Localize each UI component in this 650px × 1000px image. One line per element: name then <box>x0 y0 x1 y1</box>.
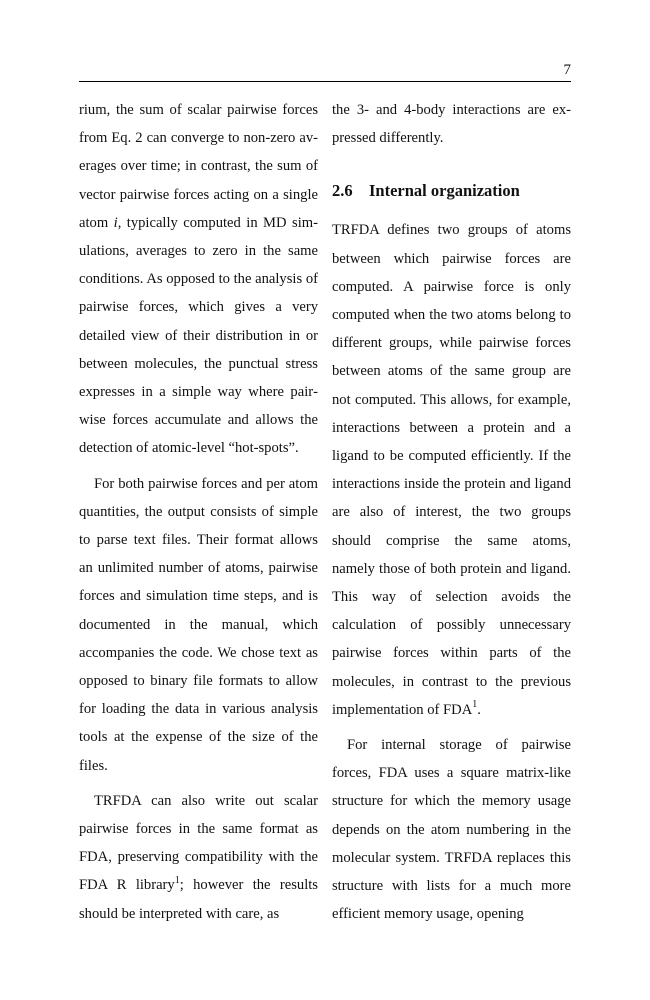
paragraph <box>79 96 318 463</box>
paragraph-text: . <box>477 701 481 718</box>
section-title: Internal organization <box>369 181 520 201</box>
paragraph: the 3- and 4-body interactions are expressed differently. <box>332 102 571 147</box>
header-rule <box>79 81 571 82</box>
paragraph-text: TRFDA defines two groups of atoms between which pairwise forces are computed. A pairwise force is only computed when the two atoms belong to different groups, while pairwise forces between atoms of the same group are not computed. This allows, for example, interactions between a protein and a ligand to be computed efficiently. If the interactions inside the protein and ligand are also of interest, the two groups should comprise the same atoms, namely those of both protein and ligand. This way of selection avoids the calculation of possibly unnecessary pairwise forces within parts of the molecules, in contrast to the previous implementation of FDA <box>332 222 571 718</box>
citation-reference: 1 <box>472 699 478 710</box>
right-column <box>332 96 571 928</box>
paragraph: For both pairwise forces and per atom quantities, the output consists of simple to parse text files. Their format allows an unlimited number of atoms, pairwise forces and simulation time steps, and is documented in the manual, which accompanies the code. We chose text as opposed to binary file formats to allow for loading the data in various analysis tools at the expense of the size of the files. <box>79 475 318 774</box>
section-heading <box>332 178 571 204</box>
italic-variable: i <box>113 214 118 231</box>
section-number: 2.6 <box>332 181 353 201</box>
paragraph-text: ; however the results should be interpreted with care, as <box>79 877 318 922</box>
paragraph-text: , typically computed in MD simulations, averages to zero in the same conditions. As opposed to the analysis of pairwise forces, which gives a very detailed view of their distribution in or between molecules, the punctual stress expresses in a simple way where pairwise forces accumulate and allows the detection of atomic-level “hot-spots”. <box>79 214 318 457</box>
paragraph-text: TRFDA can also write out scalar pairwise forces in the same format as FDA, preserving compatibility with the FDA R library <box>79 792 318 894</box>
paragraph: For internal storage of pairwise forces, FDA uses a square matrix-like structure for which the memory usage depends on the atom numbering in the molecular system. TRFDA replaces this structure with lists for a much more efficient memory usage, opening <box>332 737 571 923</box>
page-number: 7 <box>563 62 571 78</box>
paragraph <box>79 787 318 928</box>
left-column <box>79 96 318 928</box>
paragraph-text: rium, the sum of scalar pairwise forces from Eq. 2 can converge to non-zero averages over time; in contrast, the sum of vector pairwise forces acting on a single atom <box>79 102 318 231</box>
paragraph <box>332 216 571 724</box>
citation-reference: 1 <box>174 874 180 886</box>
